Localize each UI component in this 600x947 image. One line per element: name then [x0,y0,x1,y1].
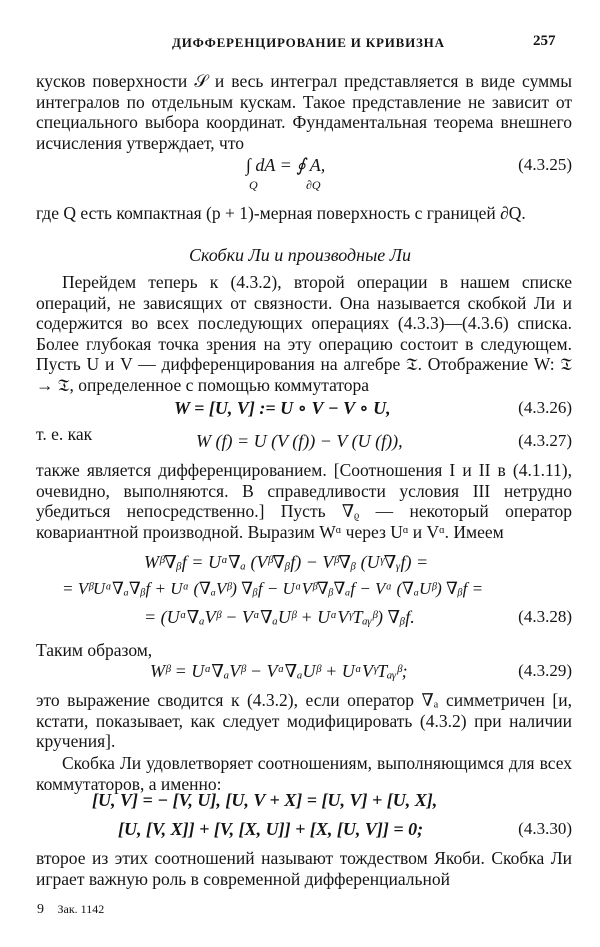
equation-expr: Wᵝ∇ᵦf = Uᵅ∇ₐ (Vᵝ∇ᵦf) − Vᵝ∇ᵦ (Uᵞ∇ᵧf) = [144,552,429,572]
equation-expr: W = [U, V] := U ∘ V − V ∘ U, [174,398,391,418]
equation-4-3-28-line-2 [36,578,572,600]
paragraph-8: Скобка Ли удовлетворяет соотношениям, выполняющимся для всех коммутаторов, а именно: [36,753,572,794]
order-number: Зак. 1142 [57,902,105,916]
section-subheading: Скобки Ли и производные Ли [189,245,411,265]
equation-expr: = (Uᵅ∇ₐVᵝ − Vᵅ∇ₐUᵝ + UᵅVᵞTₐᵧᵝ) ∇ᵦf. [144,607,415,627]
integral-lower-limit: Q [249,178,258,192]
equation-expr: [U, [V, X]] + [V, [X, U]] + [X, [U, V]] = 0; [118,819,424,839]
equation-4-3-30-line-1 [36,789,572,811]
equation-4-3-26 [36,397,572,419]
equation-number: (4.3.28) [518,607,572,626]
running-header: ДИФФЕРЕНЦИРОВАНИЕ И КРИВИЗНА [172,35,445,50]
equation-4-3-25 [36,154,572,192]
equation-number: (4.3.29) [518,661,572,680]
paragraph-7: это выражение сводится к (4.3.2), если оператор ∇ₐ симметричен [и, кстати, показывает, как следует модифицировать (4.3.2) при наличии кручения]. [36,690,572,751]
equation-expr: ∫ dA = ∮ A, [246,155,326,175]
contour-integral-lower-limit: ∂Q [306,178,321,192]
equation-number: (4.3.30) [518,819,572,838]
paragraph-6: Таким образом, [36,640,153,660]
paragraph-5: также является дифференцированием. [Соотношения I и II в (4.1.11), очевидно, выполняются. В справедливости условия III нетрудно убедиться непосредственно.] Пусть ∇ᵨ — некоторый оператор ковариантной производной. Выразим Wᵅ через Uᵅ и Vᵅ. Имеем [36,460,572,542]
equation-expr: = VᵝUᵅ∇ₐ∇ᵦf + Uᵅ (∇ₐVᵝ) ∇ᵦf − UᵅVᵝ∇ᵦ∇ₐf − Vᵅ (∇ₐUᵝ) ∇ᵦf = [62,579,484,598]
equation-number: (4.3.25) [518,155,572,174]
equation-4-3-27 [36,430,572,452]
equation-4-3-29 [36,660,572,682]
signature-mark: 9 [37,902,44,917]
equation-number: (4.3.27) [518,431,572,450]
equation-number: (4.3.26) [518,398,572,417]
equation-4-3-28-line-3 [36,606,572,628]
equation-expr: Wᵝ = Uᵅ∇ₐVᵝ − Vᵅ∇ₐUᵝ + UᵅVᵞTₐᵧᵝ; [150,661,408,681]
paragraph-4: т. е. как [36,424,93,444]
page-number: 257 [533,33,556,49]
paragraph-2: где Q есть компактная (p + 1)-мерная поверхность с границей ∂Q. [36,203,526,223]
equation-4-3-30-line-2 [36,818,572,840]
paragraph-3: Перейдем теперь к (4.3.2), второй операции в нашем списке операций, не зависящих от связности. Она называется скобкой Ли и содержится во всех последующих операциях (4.3.3)—(4.3.6) списка. Более глубокая точка зрения на эту операцию состоит в следующем. Пусть U и V — дифференцирования на алгебре 𝔗. Отображение W: 𝔗 → 𝔗, определенное с помощью коммутатора [36,272,572,395]
equation-4-3-28-line-1 [36,551,572,573]
equation-expr: [U, V] = − [V, U], [U, V + X] = [U, V] + [U, X], [92,790,438,810]
paragraph-1: кусков поверхности 𝒮 и весь интеграл представляется в виде суммы интегралов по отдельным кускам. Такое представление не зависит от специального выбора координат. Фундаментальная теорема внешнего исчисления утверждает, что [36,71,572,153]
printer-footer [37,902,104,918]
paragraph-9: второе из этих соотношений называют тождеством Якоби. Скобка Ли играет важную роль в современной дифференциальной [36,848,572,889]
equation-expr: W (f) = U (V (f)) − V (U (f)), [196,431,403,451]
